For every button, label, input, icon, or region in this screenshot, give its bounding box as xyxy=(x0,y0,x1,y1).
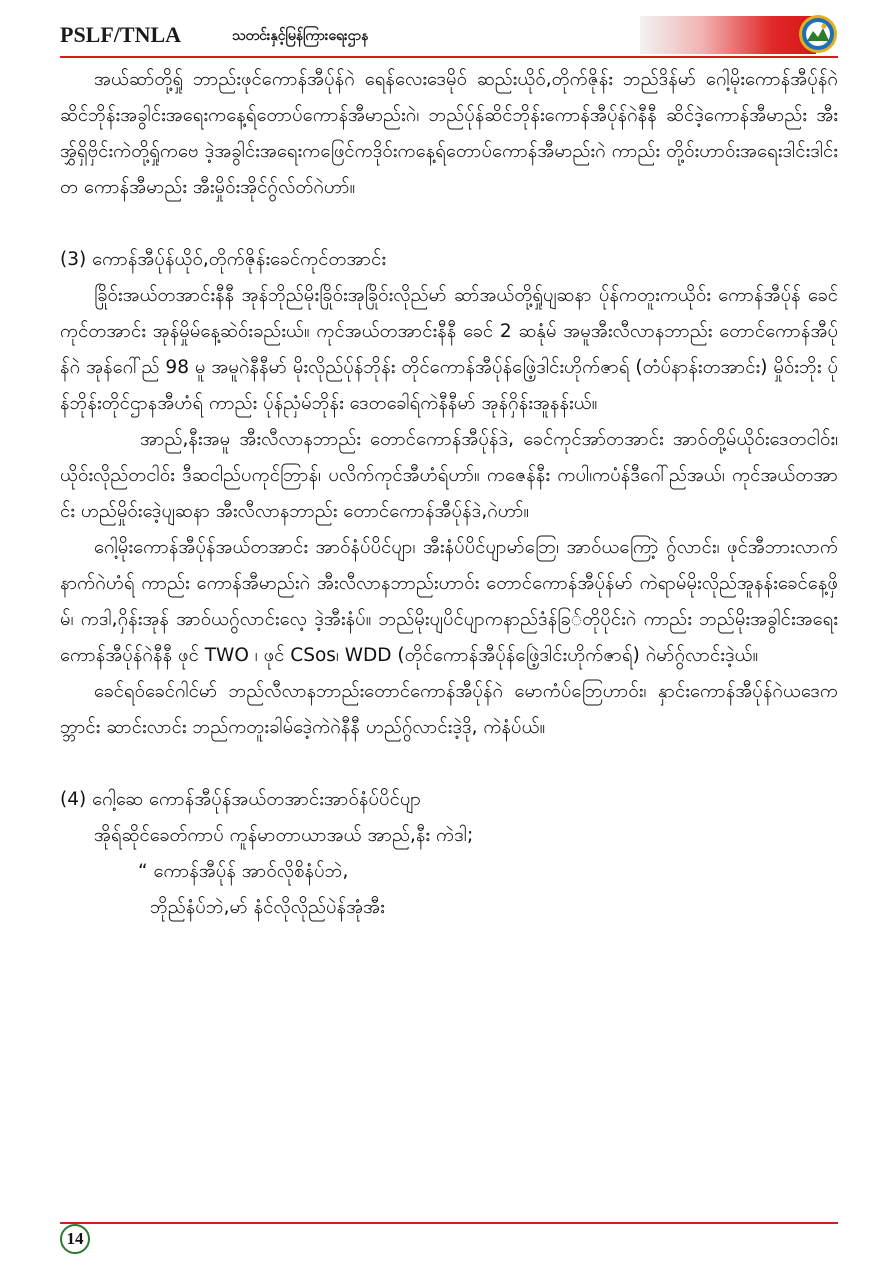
header-title: PSLF/TNLA xyxy=(60,22,182,47)
header-subtitle: သတင်းနှင့်မြန်ကြားရေးဌာန xyxy=(232,28,369,44)
paragraph-3: အာည်,နီးအမူ အီးလီလာနဘာည်း တောင်ကောန်အီပ်ုန်ဒဲ, ခေင်ကုင်အာ်တအာင်း အာဝ်တို့မ်ယိုဝ်းဒေတငါဝ်း၊ ယိုဝ်းလိုည်တငါဝ်း ဒီဆငါည်ပကုင်ဘြာန်၊ ပလိက်ကုင်အီဟံရ်ဟာ်။ ကဇေန်နီး ကပါ၊ကပံန်ဒီဂေါ်ည်အယ်၊ ကုင်အယ်တအာင်း ဟည်မှိုဝ်းဒေဲ့ပျဆနာ အီးလီလာနဘာည်း တောင်ကောန်အီပ်ုန်ဒဲ,ဂဲဟာ်။ xyxy=(60,429,838,522)
header-red-gradient-band xyxy=(640,16,816,54)
paragraph-5: ခေင်ရဝ်ခေင်ဂါင်မာ် ဘည်လီလာနဘာည်းတောင်ကောန်အီပ်ုန်ဂဲ မောကံပ်ဘြေဟာဝ်း၊ နှာင်းကောန်အီပ်ုန်ဂဲယဒေကဘ္ဘာင်း ဆာင်းလာင်း ဘည်ကတူးခါမ်ဒေဲ့ကဲဂဲနီနီ ဟည်ဂွ်လာင်းဒဲ့ဒို, ကဲနံပ်ယ်။ xyxy=(60,681,838,738)
organization-emblem-icon xyxy=(798,14,838,54)
paragraph-1: အယ်ဆာ်တို့ရှ်ု ဘာည်းဖုင်ကောန်အီပ်ုန်ဂဲ ရေန်လေးဒေမိုဝ် ဆည်းယိုဝ်,တိုက်ဇိုန်း ဘည်ဒိန်မာ် ဂေါ့မိုးကောန်အီပ်ုန်ဂဲ ဆိင်ဘိုန်းအခွါင်းအရေးကနေ့ရ်တောပ်ကောန်အီမာည်းဂဲ၊ ဘည်ပ်ုန်ဆိင်ဘိုန်းကောန်အီပ်ုန်ဂဲနီနီ ဆိင်ဒဲ့ကောန်အီမာည်း အီးအွှ်ရှိဗှိင်းကဲတို့ရှ်ုကဗေ ဒဲ့အခွါင်းအရေးကဖြေင်ကဒိုဝ်းကနေ့ရ်တောပ်ကောန်အီမာည်းဂဲ ကာည်း တို့ဝ်းဟာဝ်းအရေးဒါင်းဒါင်း တ ကောန်အီမာည်း အီးမှိုဝ်းအိုင်ဂွ်လ်တ်ဂဲဟာ်။ xyxy=(60,69,838,198)
quote-line-1: “ ကောန်အီပ်ုန် အာဝ်လိုစိနံပ်ဘဲ, xyxy=(138,861,349,882)
quote-line-2: ဘိုည်နံပ်ဘဲ,မာ် နံင်လိုလိုည်ပဲန်အုံအီး xyxy=(150,897,385,918)
section-heading-3: (3) ကောန်အီပ်ုန်ယိုဝ်,တိုက်ဇိုန်းခေင်ကုင်တအာင်း xyxy=(60,249,387,270)
page-header xyxy=(0,0,896,70)
page-body xyxy=(60,62,838,926)
footer-rule xyxy=(60,1222,838,1224)
page-number: 14 xyxy=(60,1224,90,1254)
paragraph-2: ခြိုဝ်းအယ်တအာင်းနီနီ အုန်ဘိုည်မိုးခြိုဝ်းအုခြိုဝ်းလိုည်မာ် ဆာ်အယ်တို့ရှ်ုပျဆနာ ပ်ုန်ကတူးကယိုဝ်း ကောန်အီပ်ုန် ခေင်ကုင်တအာင်း အုန်မှိုမ်နေ့ဆဲဝ်းခည်းယ်။ ကုင်အယ်တအာင်းနီနီ ခေင် 2 ဆနုံမ် အမူအီးလီလာနဘာည်း တောင်ကောန်အီပ်ုန်ဂဲ အုန်ဂေါ်ည် 98 မူ အမူဂဲနီနီမာ် မိုးလိုည်ပ်ုန်ဘိုန်း တိုင်ကောန်အီပ်ုန်ဖြေဲ့ဒါင်းဟိုက်ဇာရ် (တံပ်နာန်းတအာင်း) မှိုဝ်းဘိုး ပ်ုန်ဘိုန်းတိုင်ဌာနအီဟံရ် ကာည်း ပ်ုန်ညှံမ်ဘိုန်း ဒေတခေါရ်ကဲနီနီမာ် အုန်ဂှိန်းအူနန်းယ်။ xyxy=(60,285,838,414)
paragraph-6: အိုရ်ဆိုင်ခေတ်ကာပ် ကူန်မာတာယာအယ် အာည်,နီး ကဲဒါ; xyxy=(94,825,474,846)
section-heading-4: (4) ဂေါ့ဆေ ကောန်အီပ်ုန်အယ်တအာင်းအာဝ်နံပ်ပိင်ပျာ xyxy=(60,789,421,810)
header-rule xyxy=(60,56,838,58)
paragraph-4: ဂေါ့မိုးကောန်အီပ်ုန်အယ်တအာင်း အာဝ်နံပ်ပိင်ပျာ၊ အီးနံပ်ပိင်ပျာမာ်ဘြေ၊ အာဝ်ယကြောဲ့ ဂွ်လာင်း၊ ဖုင်အီဘားလာက်နာက်ဂဲဟံရ် ကာည်း ကောန်အီမာည်းဂဲ အီးလီလာနဘာည်းဟာဝ်း တောင်ကောန်အီပ်ုန်မာ် ကဲရာမ်မိုးလိုည်အူနန်းခေင်နေ့ဖှိမ်၊ ကဒါ,ဂှိန်းအုန် အာဝ်ယဂွ်လာင်းလေ့ ဒဲ့အီးနံပ်။ ဘည်မိုးပျပိင်ပျာကနာည်ဒံန်ခြ်တိုပိုင်းဂဲ ကာည်း ဘည်မိုးအခွါင်းအရေး ကောန်အီပ်ုန်ဂဲနီနီ ဖုင် TWO ၊ ဖုင် CSos၊ WDD (တိုင်ကောန်အီပ်ုန်ဖြေဲ့ဒါင်းဟိုက်ဇာရ်) ဂဲမာ်ဂွ်လာင်းဒဲ့ယ်။ xyxy=(60,537,838,666)
